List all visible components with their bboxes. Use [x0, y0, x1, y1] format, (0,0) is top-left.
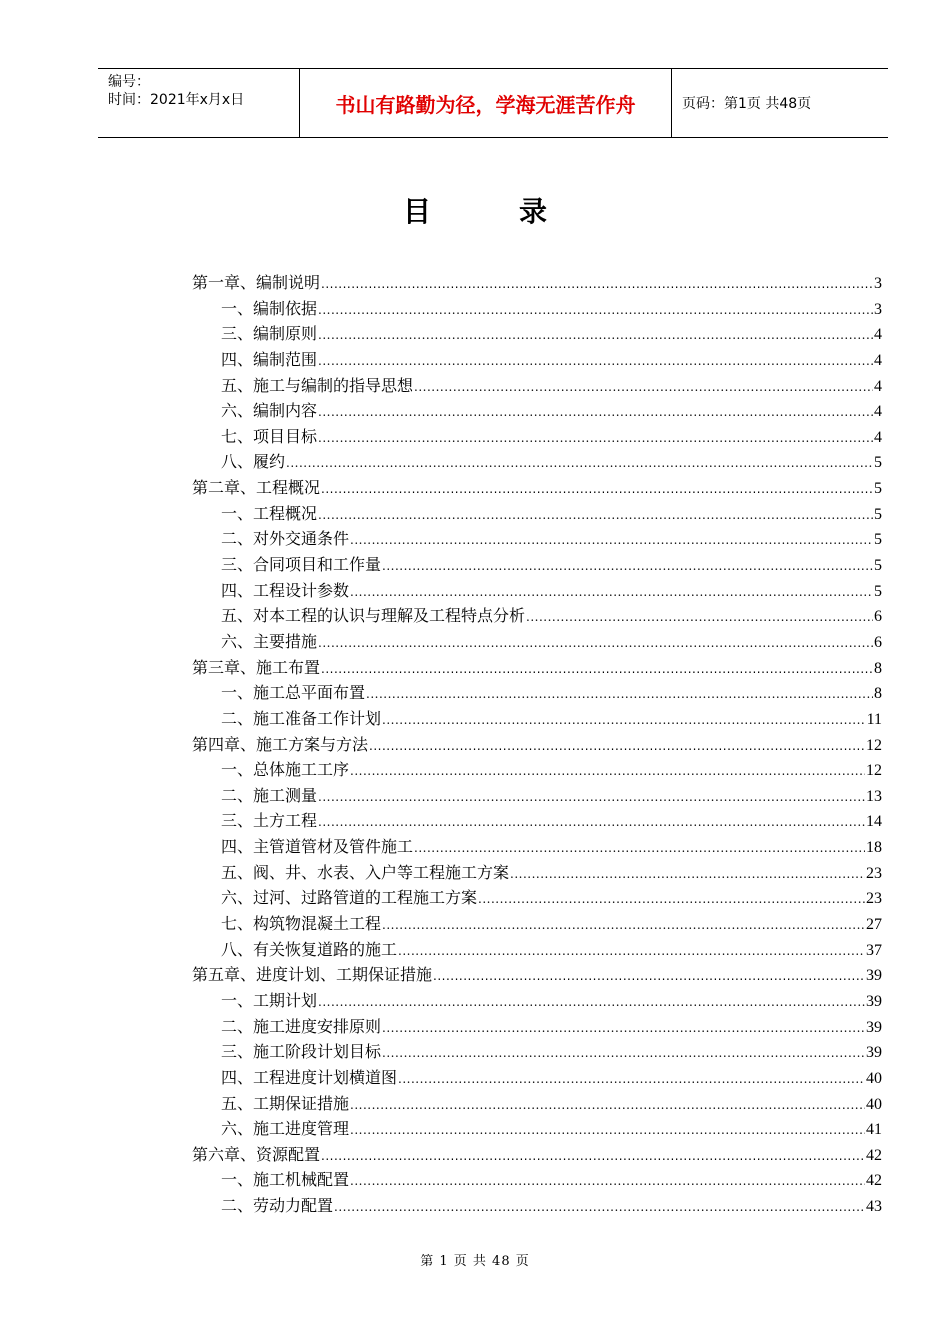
toc-entry-label: 四、工程进度计划横道图	[221, 1067, 398, 1087]
toc-entry-label: 五、施工与编制的指导思想	[221, 375, 414, 395]
toc-entry-page: 43	[866, 1198, 882, 1216]
toc-section-entry[interactable]	[192, 373, 882, 399]
toc-entry-label: 第一章、编制说明	[192, 273, 321, 292]
toc-entry-label: 七、构筑物混凝土工程	[221, 914, 382, 934]
toc-section-entry[interactable]	[192, 885, 882, 911]
toc-chapter-entry[interactable]	[192, 962, 882, 988]
toc-leader-dots	[526, 605, 873, 630]
toc-entry-page: 6	[874, 608, 882, 626]
toc-leader-dots	[318, 503, 873, 528]
toc-entry-page: 5	[874, 505, 882, 523]
title-char-1: 目	[402, 195, 431, 228]
toc-section-entry[interactable]	[192, 783, 882, 809]
toc-leader-dots	[414, 375, 873, 400]
toc-entry-page: 42	[866, 1172, 882, 1190]
toc-leader-dots	[321, 1144, 865, 1169]
toc-section-entry[interactable]	[192, 296, 882, 322]
toc-entry-page: 41	[866, 1121, 882, 1139]
toc-entry-page: 39	[866, 967, 882, 985]
toc-section-entry[interactable]	[192, 347, 882, 373]
toc-entry-page: 5	[874, 480, 882, 498]
toc-section-entry[interactable]	[192, 1116, 882, 1142]
header-motto: 书山有路勤为径，学海无涯苦作舟	[300, 69, 672, 137]
toc-section-entry[interactable]	[192, 680, 882, 706]
toc-entry-page: 8	[874, 685, 882, 703]
toc-entry-label: 第五章、进度计划、工期保证措施	[192, 965, 433, 985]
toc-section-entry[interactable]	[192, 988, 882, 1014]
toc-entry-page: 4	[874, 377, 882, 395]
toc-leader-dots	[398, 939, 865, 964]
toc-entry-label: 五、工期保证措施	[221, 1093, 350, 1113]
toc-leader-dots	[366, 682, 873, 707]
toc-leader-dots	[318, 426, 873, 451]
toc-entry-page: 37	[866, 941, 882, 959]
toc-leader-dots	[318, 400, 873, 425]
toc-chapter-entry[interactable]	[192, 655, 882, 681]
toc-entry-label: 第三章、施工布置	[192, 657, 321, 677]
toc-entry-label: 二、对外交通条件	[221, 529, 350, 549]
toc-entry-label: 一、工期计划	[221, 990, 318, 1010]
header-page-info: 页码：第1页 共48页	[682, 96, 812, 112]
toc-section-entry[interactable]	[192, 1167, 882, 1193]
toc-section-entry[interactable]	[192, 424, 882, 450]
toc-section-entry[interactable]	[192, 501, 882, 527]
toc-entry-page: 5	[874, 531, 882, 549]
toc-section-entry[interactable]	[192, 321, 882, 347]
toc-entry-label: 三、土方工程	[221, 811, 318, 831]
toc-entry-page: 39	[866, 1044, 882, 1062]
toc-leader-dots	[382, 1016, 865, 1041]
toc-chapter-entry[interactable]	[192, 732, 882, 758]
toc-leader-dots	[478, 887, 865, 912]
toc-leader-dots	[318, 349, 873, 374]
toc-leader-dots	[369, 734, 865, 759]
toc-chapter-entry[interactable]	[192, 1142, 882, 1168]
toc-entry-page: 12	[866, 762, 882, 780]
toc-leader-dots	[286, 451, 873, 476]
toc-entry-page: 4	[874, 351, 882, 369]
toc-leader-dots	[350, 528, 873, 553]
toc-section-entry[interactable]	[192, 629, 882, 655]
toc-entry-label: 八、履约	[221, 452, 286, 472]
toc-leader-dots	[398, 1067, 865, 1092]
page-footer: 第 1 页 共 48 页	[420, 1254, 530, 1269]
toc-leader-dots	[318, 631, 873, 656]
toc-leader-dots	[350, 1118, 865, 1143]
toc-leader-dots	[350, 759, 865, 784]
toc-section-entry[interactable]	[192, 808, 882, 834]
toc-leader-dots	[321, 272, 873, 297]
toc-entry-page: 13	[866, 787, 882, 805]
page-title	[0, 190, 950, 230]
toc-leader-dots	[334, 1195, 865, 1220]
toc-leader-dots	[510, 862, 865, 887]
toc-entry-label: 一、工程概况	[221, 503, 318, 523]
toc-section-entry[interactable]	[192, 706, 882, 732]
toc-entry-label: 二、施工准备工作计划	[221, 708, 382, 728]
toc-entry-label: 四、工程设计参数	[221, 580, 350, 600]
toc-entry-label: 第四章、施工方案与方法	[192, 734, 369, 754]
toc-entry-label: 七、项目目标	[221, 426, 318, 446]
toc-entry-label: 一、总体施工工序	[221, 760, 350, 780]
toc-section-entry[interactable]	[192, 449, 882, 475]
toc-section-entry[interactable]	[192, 398, 882, 424]
toc-entry-page: 12	[866, 736, 882, 754]
toc-section-entry[interactable]	[192, 603, 882, 629]
toc-entry-page: 3	[874, 275, 882, 292]
toc-entry-label: 第六章、资源配置	[192, 1144, 321, 1164]
toc-section-entry[interactable]	[192, 1193, 882, 1219]
toc-leader-dots	[414, 836, 865, 861]
toc-entry-page: 11	[866, 710, 882, 728]
toc-entry-label: 四、编制范围	[221, 349, 318, 369]
toc-entry-page: 14	[866, 813, 882, 831]
toc-entry-page: 23	[866, 890, 882, 908]
code-label: 编号：	[108, 74, 150, 90]
toc-entry-label: 五、对本工程的认识与理解及工程特点分析	[221, 606, 526, 626]
toc-entry-page: 39	[866, 992, 882, 1010]
toc-chapter-entry[interactable]	[192, 270, 882, 296]
toc-section-entry[interactable]	[192, 911, 882, 937]
toc-entry-page: 27	[866, 916, 882, 934]
toc-entry-label: 三、施工阶段计划目标	[221, 1042, 382, 1062]
toc-leader-dots	[318, 810, 865, 835]
toc-entry-page: 4	[874, 403, 882, 421]
toc-section-entry[interactable]	[192, 1039, 882, 1065]
toc-entry-page: 40	[866, 1069, 882, 1087]
toc-entry-page: 5	[874, 582, 882, 600]
time-label: 时间：2021年x月x日	[108, 92, 245, 108]
toc-entry-label: 六、施工进度管理	[221, 1119, 350, 1139]
toc-entry-label: 六、过河、过路管道的工程施工方案	[221, 888, 478, 908]
toc-entry-page: 18	[866, 839, 882, 857]
toc-chapter-entry[interactable]	[192, 475, 882, 501]
toc-entry-label: 六、编制内容	[221, 401, 318, 421]
toc-section-entry[interactable]	[192, 578, 882, 604]
toc-leader-dots	[321, 477, 873, 502]
toc-entry-label: 八、有关恢复道路的施工	[221, 939, 398, 959]
toc-leader-dots	[318, 785, 865, 810]
table-of-contents	[192, 270, 882, 1219]
toc-entry-page: 5	[874, 557, 882, 575]
toc-entry-label: 第二章、工程概况	[192, 478, 321, 498]
toc-entry-page: 39	[866, 1018, 882, 1036]
toc-leader-dots	[350, 580, 873, 605]
toc-entry-page: 40	[866, 1095, 882, 1113]
toc-leader-dots	[321, 657, 873, 682]
toc-entry-page: 3	[874, 300, 882, 318]
toc-section-entry[interactable]	[192, 1014, 882, 1040]
toc-entry-page: 6	[874, 633, 882, 651]
toc-entry-label: 一、施工机械配置	[221, 1170, 350, 1190]
toc-section-entry[interactable]	[192, 757, 882, 783]
toc-section-entry[interactable]	[192, 1091, 882, 1117]
header-meta	[98, 69, 300, 137]
toc-entry-page: 4	[874, 326, 882, 344]
toc-section-entry[interactable]	[192, 526, 882, 552]
toc-entry-label: 四、主管道管材及管件施工	[221, 837, 414, 857]
toc-leader-dots	[318, 323, 873, 348]
toc-entry-label: 二、施工进度安排原则	[221, 1016, 382, 1036]
toc-entry-label: 六、主要措施	[221, 631, 318, 651]
toc-entry-label: 三、编制原则	[221, 324, 318, 344]
toc-section-entry[interactable]	[192, 1065, 882, 1091]
toc-leader-dots	[350, 1093, 865, 1118]
toc-entry-page: 5	[874, 454, 882, 472]
toc-section-entry[interactable]	[192, 937, 882, 963]
toc-entry-page: 42	[866, 1146, 882, 1164]
toc-entry-page: 8	[874, 659, 882, 677]
title-char-2: 录	[519, 195, 548, 228]
toc-leader-dots	[318, 298, 873, 323]
toc-section-entry[interactable]	[192, 834, 882, 860]
toc-entry-label: 二、施工测量	[221, 785, 318, 805]
toc-entry-label: 一、编制依据	[221, 298, 318, 318]
toc-entry-page: 23	[866, 864, 882, 882]
toc-entry-label: 一、施工总平面布置	[221, 683, 366, 703]
toc-leader-dots	[382, 913, 865, 938]
toc-leader-dots	[433, 964, 865, 989]
page-header	[98, 68, 888, 138]
toc-entry-label: 五、阀、井、水表、入户等工程施工方案	[221, 862, 510, 882]
toc-leader-dots	[382, 708, 866, 733]
toc-leader-dots	[382, 1041, 865, 1066]
toc-entry-page: 4	[874, 428, 882, 446]
toc-section-entry[interactable]	[192, 860, 882, 886]
toc-leader-dots	[350, 1169, 865, 1194]
toc-entry-label: 二、劳动力配置	[221, 1196, 334, 1216]
toc-leader-dots	[382, 554, 873, 579]
toc-entry-label: 三、合同项目和工作量	[221, 555, 382, 575]
toc-section-entry[interactable]	[192, 552, 882, 578]
toc-leader-dots	[318, 990, 865, 1015]
